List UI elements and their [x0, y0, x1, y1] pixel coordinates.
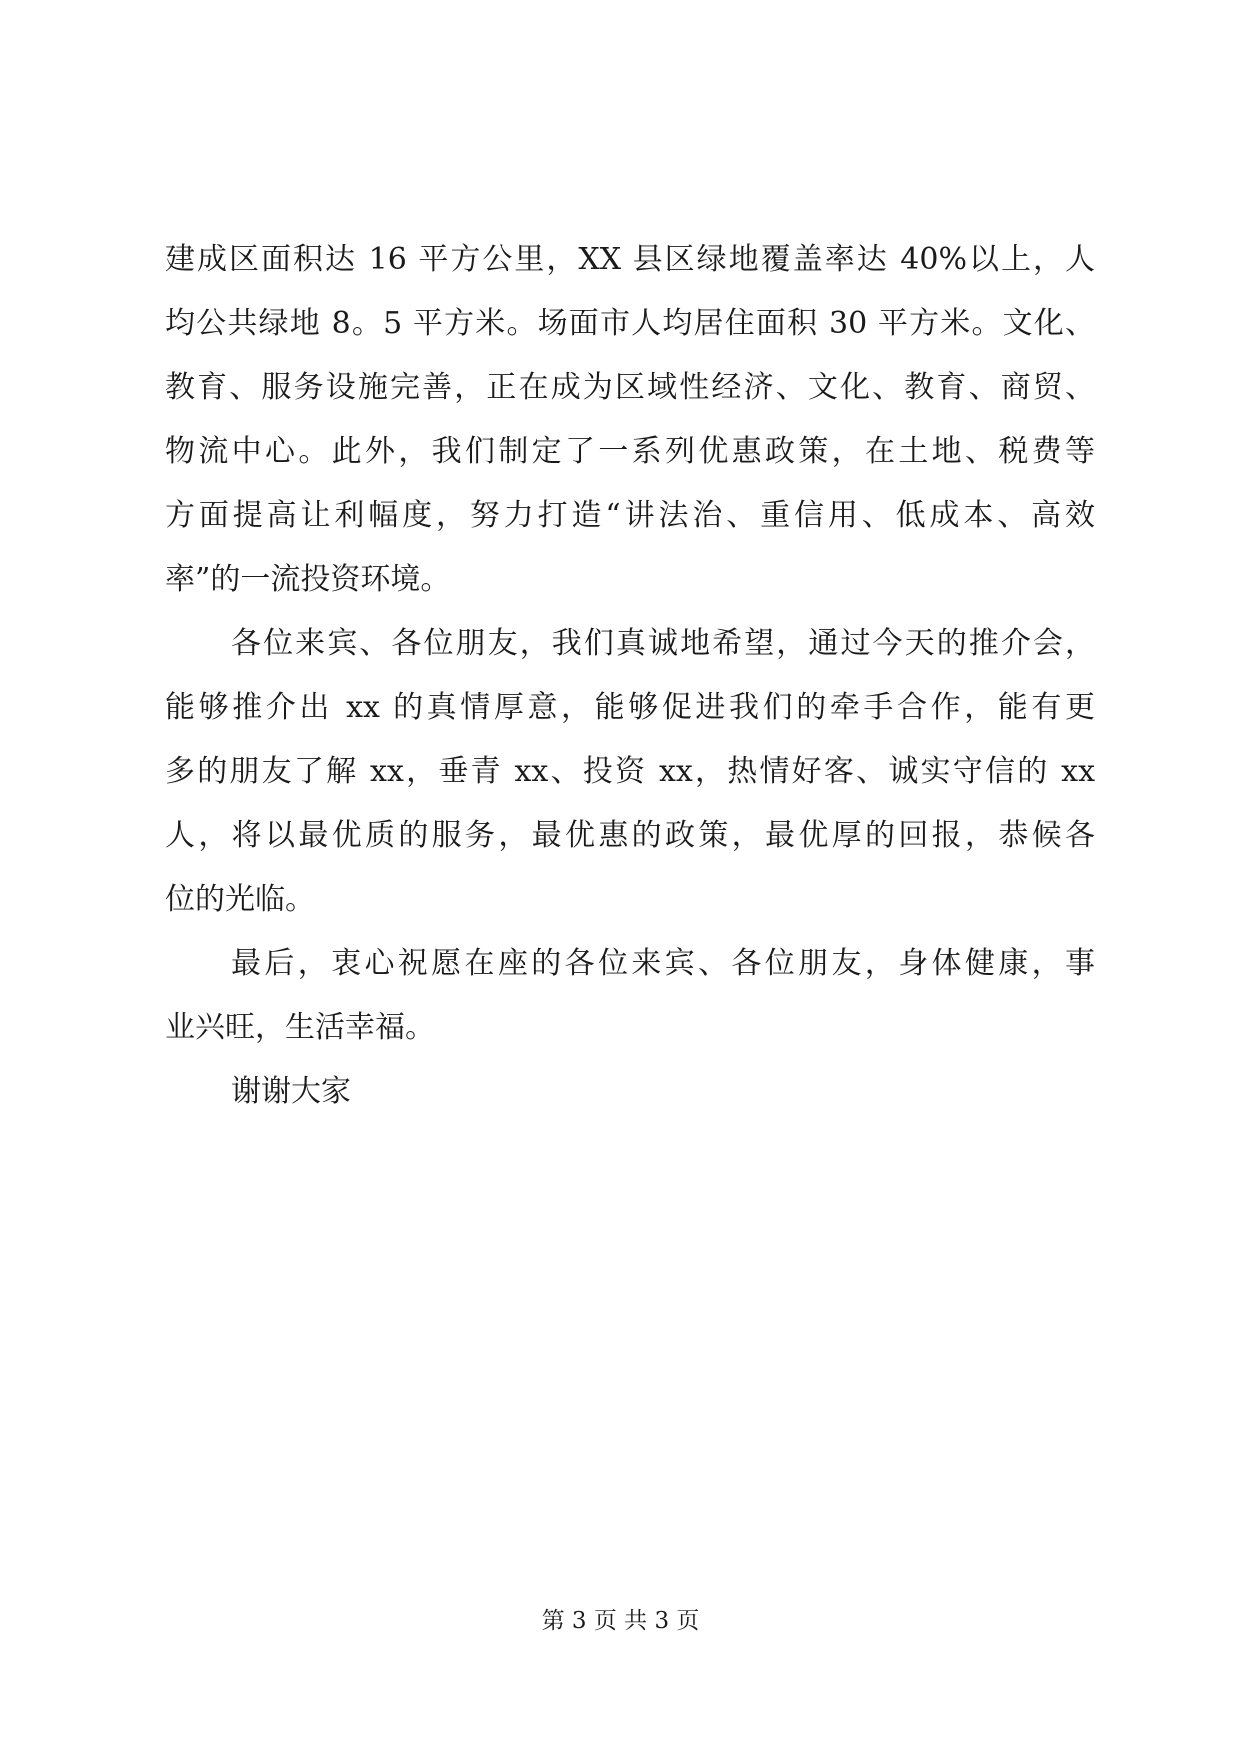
text-line: 谢谢大家 — [231, 1074, 351, 1109]
text-line: 位的光临。 — [165, 882, 315, 917]
paragraph-2 — [165, 612, 1095, 932]
text-line: 率”的一流投资环境。 — [165, 562, 451, 597]
text-line: 物流中心。此外，我们制定了一系列优惠政策，在土地、税费等 — [165, 434, 1095, 469]
text-line: 教育、服务设施完善，正在成为区域性经济、文化、教育、商贸、 — [165, 370, 1095, 405]
page-footer — [0, 1606, 1241, 1636]
paragraph-1 — [165, 228, 1095, 612]
paragraph-4 — [165, 1060, 1095, 1124]
text-line: 建成区面积达 16 平方公里，XX 县区绿地覆盖率达 40%以上，人 — [165, 242, 1095, 277]
text-line: 能够推介出 xx 的真情厚意，能够促进我们的牵手合作，能有更 — [165, 690, 1095, 725]
text-line: 业兴旺，生活幸福。 — [165, 1010, 435, 1045]
text-line: 均公共绿地 8。5 平方米。场面市人均居住面积 30 平方米。文化、 — [165, 306, 1095, 341]
page-number-label: 第 3 页 共 3 页 — [541, 1608, 700, 1634]
text-line: 多的朋友了解 xx，垂青 xx、投资 xx，热情好客、诚实守信的 xx — [165, 754, 1095, 789]
text-line: 各位来宾、各位朋友，我们真诚地希望，通过今天的推介会， — [231, 626, 1095, 661]
text-line: 方面提高让利幅度，努力打造“讲法治、重信用、低成本、高效 — [165, 498, 1095, 533]
document-body — [165, 228, 1095, 1124]
text-line: 最后，衷心祝愿在座的各位来宾、各位朋友，身体健康，事 — [231, 946, 1095, 981]
paragraph-3 — [165, 932, 1095, 1060]
text-line: 人，将以最优质的服务，最优惠的政策，最优厚的回报，恭候各 — [165, 818, 1095, 853]
